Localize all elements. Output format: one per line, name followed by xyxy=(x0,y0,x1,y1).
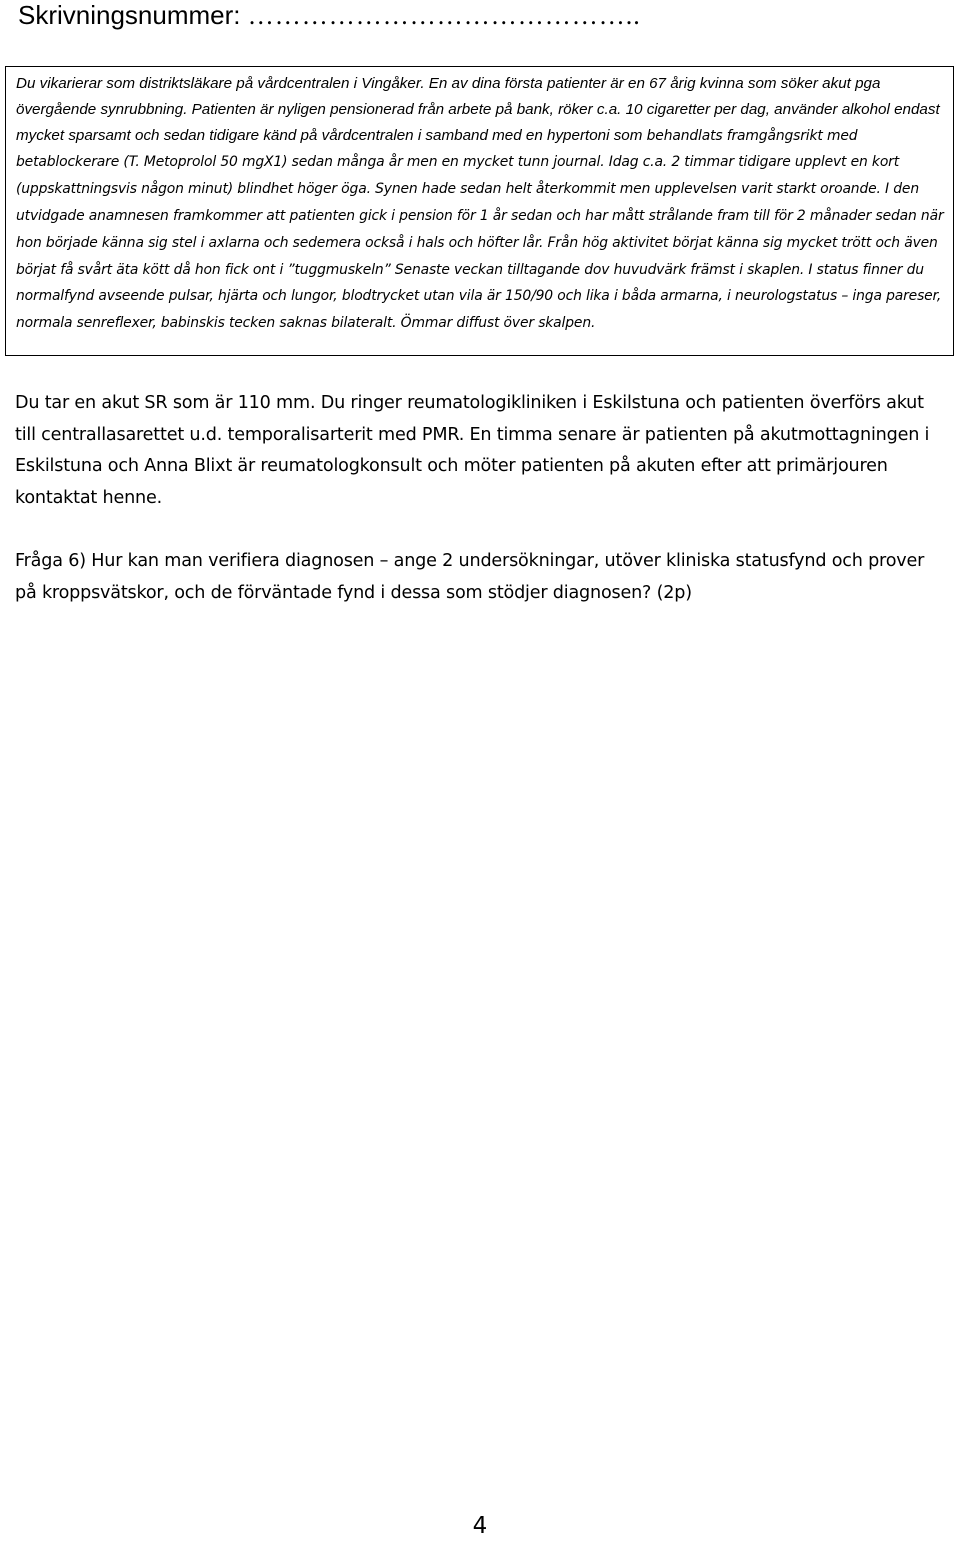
exam-number-label: Skrivningsnummer: xyxy=(18,0,248,30)
case-description-intro: Du vikarierar som distriktsläkare på vårdcentralen i Vingåker. En av dina första patienter är en 67 årig kvinna som söker akut pga övergående synrubbning. Patienten är nyligen pensionerad från arbete på bank, röker c.a. 10 cigaretter per dag, använder alkohol endast mycket sparsamt och sedan tidigare känd på vårdcentralen i samband med en hypertoni som xyxy=(16,75,940,144)
question-6: Fråga 6) Hur kan man verifiera diagnosen – ange 2 undersökningar, utöver kliniska statusfynd och prover på kroppsvätskor, och de förväntade fynd i dessa som stödjer diagnosen? (2p) xyxy=(15,551,925,603)
page-number: 4 xyxy=(472,1513,488,1539)
case-followup-paragraph: Du tar en akut SR som är 110 mm. Du ringer reumatologikliniken i Eskilstuna och patienten överförs akut till centrallasarettet u.d. temporalisarterit med PMR. En timma senare är patienten på akutmottagningen i Eskilstuna och Anna Blixt är reumatologkonsult och möter patienten på akuten efter att primärjouren kontaktat henne. xyxy=(15,393,930,508)
exam-number-header xyxy=(18,0,948,34)
case-description-continued: behandlats framgångsrikt med betablockerare (T. Metoprolol 50 mgX1) sedan många år men en mycket tunn journal. Idag c.a. 2 timmar tidigare upplevt en kort (uppskattningsvis någon minut) blindhet höger öga. Synen hade sedan helt återkommit men upplevelsen varit starkt oroande. I den utvidgade anamnesen framkommer att patienten gick i pension för 1 år sedan och har mått strålande fram till för 2 månader sedan när hon började känna sig stel i axlarna och sedemera också i hals och höfter lår. Från hög aktivitet börjat känna sig mycket trött och även börjat få svårt äta kött då hon fick ont i ”tuggmuskeln” Senaste veckan tilltagande dov huvudvärk främst i skaplen. I status finner du normalfynd avseende pulsar, hjärta och lungor, blodtrycket utan vila är 150/90 och lika i båda armarna, i neurologstatus – inga pareser, normala senreflexer, babinskis tecken saknas bilateralt. Ömmar diffust över skalpen. xyxy=(16,127,944,332)
case-description-box xyxy=(5,66,954,356)
exam-number-dotted-line: …………………………………….. xyxy=(247,1,641,30)
